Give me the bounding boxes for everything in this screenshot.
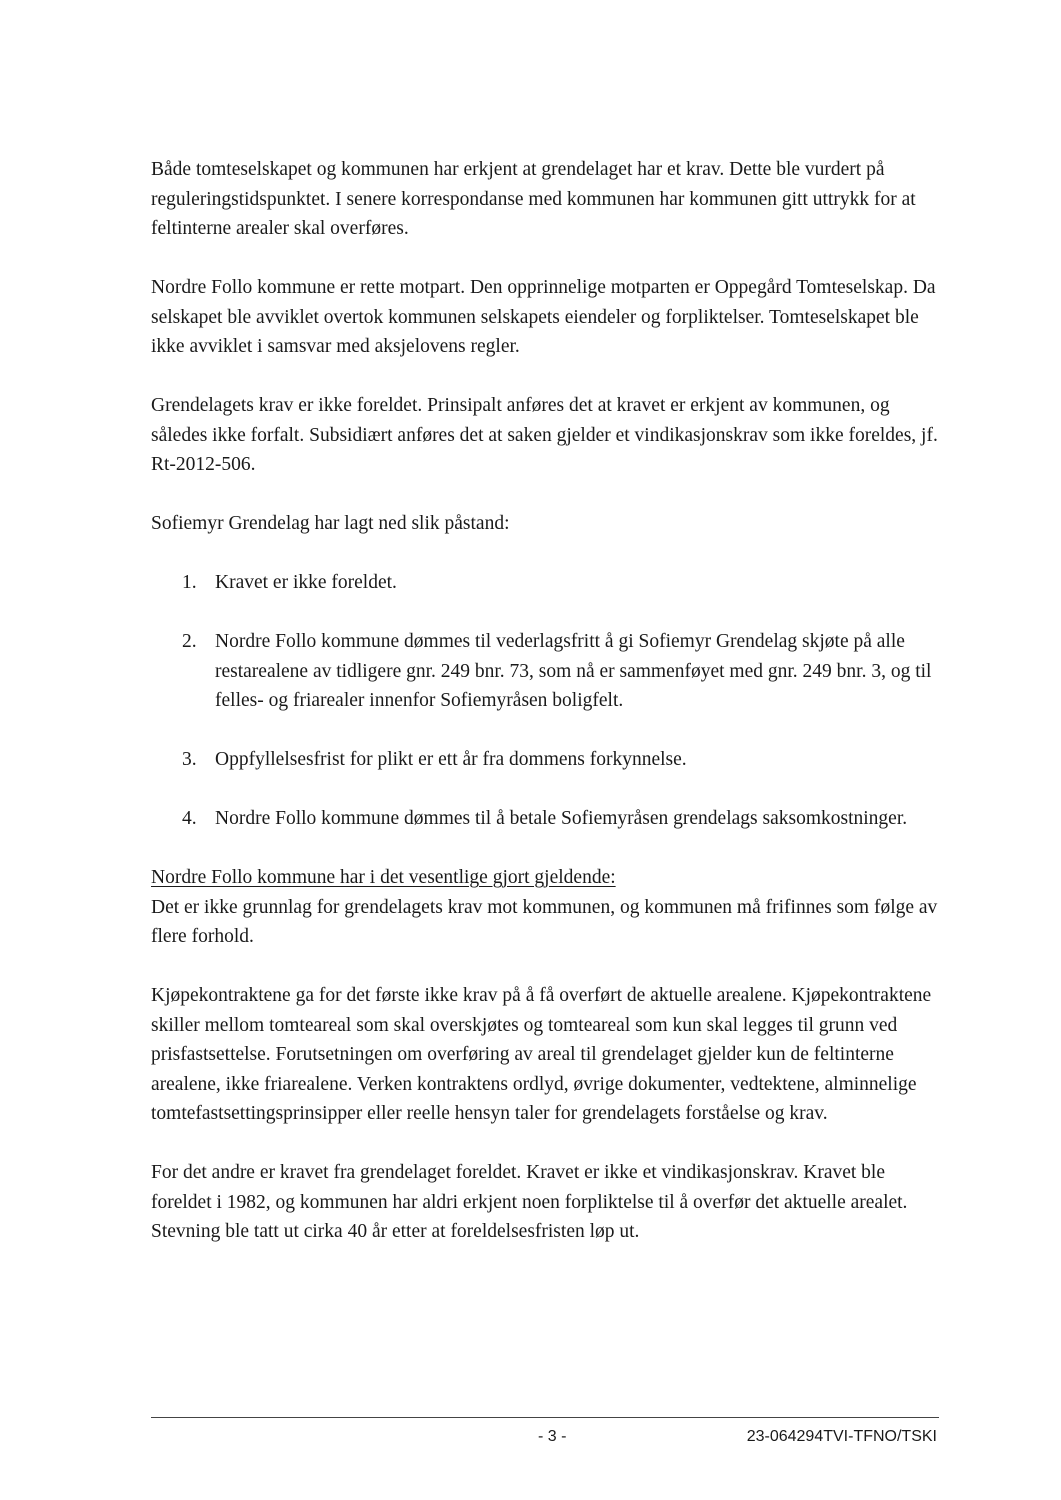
- claim-number: 1.: [182, 572, 197, 593]
- section-heading: Nordre Follo kommune har i det vesentlige gjort gjeldende:: [151, 867, 616, 888]
- claim-text: Oppfyllelsesfrist for plikt er ett år fra dommens forkynnelse.: [215, 749, 687, 770]
- paragraph-no-basis: Det er ikke grunnlag for grendelagets krav mot kommunen, og kommunen må frifinnes som følge av flere forhold.: [151, 896, 938, 947]
- claim-text: Nordre Follo kommune dømmes til vederlagsfritt å gi Sofiemyr Grendelag skjøte på alle restarealene av tidligere gnr. 249 bnr. 73, som nå er sammenføyet med gnr. 249 bnr. 3, og til felles- og friarealer innenfor Sofiemyråsen boligfelt.: [215, 631, 932, 711]
- municipality-arguments-section: [151, 863, 941, 952]
- claim-text: Nordre Follo kommune dømmes til å betale Sofiemyråsen grendelags saksomkostninger.: [215, 808, 908, 829]
- paragraph-not-time-barred: Grendelagets krav er ikke foreldet. Prinsipalt anføres det at kravet er erkjent av kommunen, og således ikke forfalt. Subsidiært anføres det at saken gjelder et vindikasjonskrav som ikke foreldes, jf. Rt-2012-506.: [151, 395, 938, 475]
- claim-item: [182, 745, 941, 775]
- claim-text: Kravet er ikke foreldet.: [215, 572, 397, 593]
- case-reference: 23-064294TVI-TFNO/TSKI: [746, 1428, 937, 1445]
- footer-divider: [151, 1417, 939, 1418]
- paragraph-counterparty: Nordre Follo kommune er rette motpart. Den opprinnelige motparten er Oppegård Tomteselskap. Da selskapet ble avviklet overtok kommunen selskapets eiendeler og forpliktelser. Tomteselskapet ble ikke avviklet i samsvar med aksjelovens regler.: [151, 277, 936, 357]
- paragraph-acknowledged-claim: Både tomteselskapet og kommunen har erkjent at grendelaget har et krav. Dette ble vurdert på reguleringstidspunktet. I senere korrespondanse med kommunen har kommunen gitt uttrykk for at feltinterne arealer skal overføres.: [151, 159, 916, 239]
- claim-item: [182, 804, 941, 834]
- paragraph-purchase-contracts: Kjøpekontraktene ga for det første ikke krav på å få overført de aktuelle arealene. Kjøpekontraktene skiller mellom tomteareal som skal overskjøtes og tomteareal som kun skal legges til grunn ved prisfastsettelse. Forutsetningen om overføring av areal til grendelaget gjelder kun de feltinterne arealene, ikke friarealene. Verken kontraktens ordlyd, øvrige dokumenter, vedtektene, alminnelige tomtefastsettingsprinsipper eller reelle hensyn taler for grendelagets forståelse og krav.: [151, 985, 932, 1124]
- page-footer: [151, 1428, 939, 1452]
- claim-number: 3.: [182, 749, 197, 770]
- claim-number: 2.: [182, 631, 197, 652]
- claim-item: [182, 627, 941, 716]
- document-body: [151, 155, 941, 1276]
- claims-list: [151, 568, 941, 834]
- claim-item: [182, 568, 941, 598]
- paragraph-time-barred: For det andre er kravet fra grendelaget foreldet. Kravet er ikke et vindikasjonskrav. Kravet ble foreldet i 1982, og kommunen har aldri erkjent noen forpliktelse til å overfør det aktuelle arealet. Stevning ble tatt ut cirka 40 år etter at foreldelsesfristen løp ut.: [151, 1162, 908, 1242]
- claim-number: 4.: [182, 808, 197, 829]
- paragraph-claim-intro: Sofiemyr Grendelag har lagt ned slik påstand:: [151, 513, 510, 534]
- page-number: - 3 -: [538, 1428, 567, 1445]
